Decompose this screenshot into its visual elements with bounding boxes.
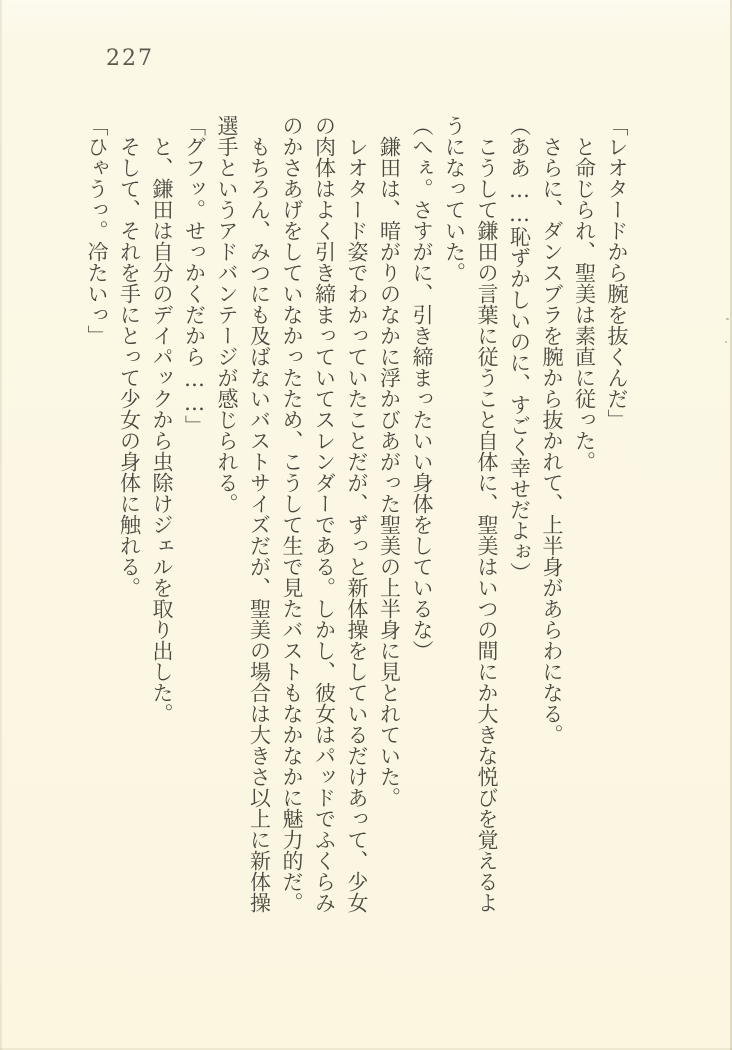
paragraph: と、鎌田は自分のデイパックから虫除けジェルを取り出した。 (150, 136, 174, 724)
paragraph: レオタード姿でわかっていたことだが、ずっと新体操をしているだけあって、少女の肉体はよく引き締まっていてスレンダーである。しかし、彼女はパッドでふくらみのかさあげをしていなかったため、こうして生で見たバストもなかなかに魅力的だ。 (280, 115, 369, 913)
text-block (81, 115, 634, 916)
paragraph: と命じられ、聖美は素直に従った。 (572, 136, 597, 472)
paragraph: こうして鎌田の言葉に従うこと自体に、聖美はいつの間にか大きな悦びを覚えるようになっていた。 (442, 115, 499, 913)
paragraph: さらに、ダンスブラを腕から抜かれて、上半身があらわになる。 (540, 136, 564, 745)
paragraph: 「ひゃうっ。冷たいっ」 (85, 115, 109, 346)
page-number: 227 (106, 46, 154, 71)
paragraph: （へぇ。さすがに、引き締まったいい身体をしているな） (410, 115, 434, 661)
paragraph: もちろん、みつにも及ばないバストサイズだが、聖美の場合は大きさ以上に新体操選手というアドバンテージが感じられる。 (215, 115, 272, 913)
paragraph: 鎌田は、暗がりのなかに浮かびあがった聖美の上半身に見とれていた。 (377, 136, 402, 808)
scan-speck (725, 341, 727, 343)
paragraph: そして、それを手にとって少女の身体に触れる。 (117, 136, 142, 598)
paragraph: （ああ……恥ずかしいのに、すごく幸せだよぉ） (507, 115, 532, 583)
paragraph: 「レオタードから腕を抜くんだ」 (605, 115, 629, 430)
scan-speck (726, 318, 729, 320)
scan-edge-left (0, 0, 2, 1050)
paragraph: 「グフッ。せっかくだから……」 (182, 115, 207, 436)
